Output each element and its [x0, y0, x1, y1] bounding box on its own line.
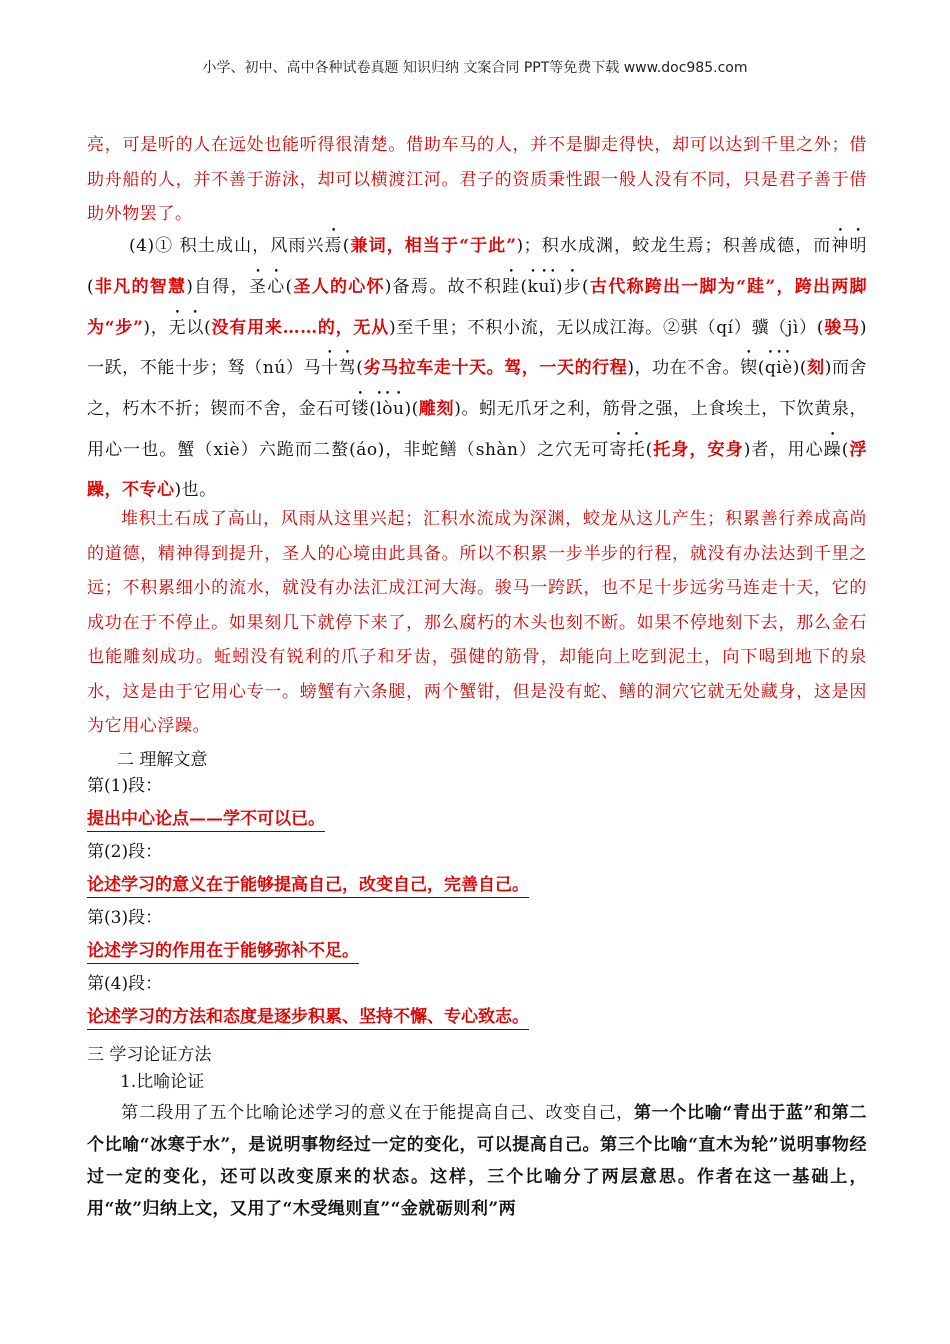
key-word: 圣心 — [248, 276, 286, 297]
key-word: 寄托 — [609, 439, 646, 460]
subheading-metaphor: 1.比喻论证 — [120, 1072, 205, 1092]
annotation: 古代称跨出一脚为“跬”，跨出两脚为“步” — [87, 276, 868, 338]
text-segment: 至千里；不积小流，无以成江海。②骐（qí）骥（jì） — [396, 317, 817, 338]
paragraph-answer-1: 提出中心论点——学不可以已。 — [87, 804, 325, 832]
section-title-understanding: 二 理解文意 — [117, 750, 208, 770]
annotation: 圣人的心怀 — [292, 276, 385, 297]
section-title-argument: 三 学习论证方法 — [87, 1045, 212, 1065]
paragraph-label-2: 第(2)段： — [87, 842, 163, 862]
key-word: 神明 — [831, 236, 868, 256]
annotation: 非凡的智慧 — [94, 276, 187, 297]
key-word: 焉 — [324, 236, 343, 256]
text-segment: 备焉。故不积 — [391, 276, 503, 297]
annotation: 兼词，相当于“于此” — [349, 236, 517, 256]
annotation: 刻 — [807, 358, 825, 379]
annotation: 劣马拉车走十天。驾，一天的行程 — [363, 358, 628, 379]
key-word: 无以 — [168, 317, 205, 338]
annotation: 托身，安身 — [652, 439, 744, 460]
text-segment: 也。 — [181, 479, 217, 500]
text-segment: 一跃，不能十步；驽（nú）马 — [87, 358, 322, 379]
paragraph-answer-3: 论述学习的作用在于能够弥补不足。 — [87, 936, 359, 964]
text-segment: ， — [150, 317, 169, 338]
analysis-paragraph — [87, 1097, 867, 1225]
annotation: 浮躁，不专心 — [87, 439, 868, 500]
paragraph-label-4: 第(4)段： — [87, 974, 163, 994]
annotation: 没有用来……的，无从 — [211, 317, 389, 338]
translation-paragraph-4: 堆积土石成了高山，风雨从这里兴起；汇积水流成为深渊，蛟龙从这儿产生；积累善行养成高尚的道德，精神得到提升，圣人的心境由此具备。所以不积累一步半步的行程，就没有办法达到千里之远；不积累细小的流水，就没有办法汇成江河大海。骏马一跨跃，也不足十步远劣马连走十天，它的成功在于不停止。如果刻几下就停下来了，那么腐朽的木头也刻不断。如果不停地刻下去，那么金石也能雕刻成功。蚯蚓没有锐利的爪子和牙齿，强健的筋骨，却能向上吃到泥土，向下喝到地下的泉水，这是由于它用心专一。螃蟹有六条腿，两个蟹钳，但是没有蛇、鳝的洞穴它就无处藏身，这是因为它用心浮躁。 — [87, 509, 867, 736]
paragraph-label-1: 第(1)段： — [87, 776, 163, 796]
analysis-bold-text: 第一个比喻“青出于蓝”和第二个比喻“冰寒于水”，是说明事物经过一定的变化，可以提高自己。第三个比喻“直木为轮”说明事物经过一定的变化，还可以改变原来的状态。这样，三个比喻分了两层意思。作者在这一基础上，用“故”归纳上文，又用了“木受绳则直”“金就砺则利”两 — [87, 1103, 867, 1219]
paragraph-answer-2: 论述学习的意义在于能够提高自己，改变自己，完善自己。 — [87, 870, 529, 898]
key-word: 镂(lòu) — [351, 399, 412, 420]
translation-paragraph-top: 亮，可是听的人在远处也能听得很清楚。借助车马的人，并不是脚走得快，却可以达到千里之外；借助舟船的人，并不善于游泳，却可以横渡江河。君子的资质秉性跟一般人没有不同，只是君子善于借助外物罢了。 — [87, 135, 867, 224]
paragraph-label-3: 第(3)段： — [87, 908, 163, 928]
text-segment: 者，用心 — [750, 439, 824, 460]
analysis-text: 第二段用了五个比喻论述学习的意义在于能提高自己、改变自己， — [121, 1103, 634, 1123]
page-header: 小学、初中、高中各种试卷真题 知识归纳 文案合同 PPT等免费下载 www.doc985.com — [202, 60, 748, 76]
original-paragraph-4: (4)① 积土成山，风雨兴焉(兼词，相当于“于此”)；积水成渊，蛟龙生焉；积善成德，而神明(非凡的智慧)自得，圣心(圣人的心怀)备焉。故不积跬(kuǐ)步(古代称跨出一脚为“跬”，跨出两脚为“步”)，无以(没有用来……的，无从)至千里；不积小流，无以成江海。②骐（qí）骥（jì）(骏马)一跃，不能十步；驽（nú）马十驾(劣马拉车走十天。驾，一天的行程)，功在不舍。锲(qiè)(刻)而舍之，朽木不折；锲而不舍，金石可镂(lòu)(雕刻)。蚓无爪牙之利，筋骨之强，上食埃土，下饮黄泉，用心一也。蟹（xiè）六跪而二螯(áo)，非蛇鳝（shàn）之穴无可寄托(托身，安身)者，用心躁(浮躁，不专心)也。 — [87, 236, 868, 500]
text-segment: 自得， — [193, 276, 249, 297]
annotation: 骏马 — [824, 317, 860, 338]
text-segment: ，功在不舍。 — [634, 358, 741, 379]
text-segment: 而舍之，朽木不折；锲而不舍，金石可 — [87, 358, 868, 420]
key-word: 跬(kuǐ)步 — [502, 276, 583, 297]
key-word: 十驾 — [321, 358, 357, 379]
paragraph-answer-4: 论述学习的方法和态度是逐步积累、坚持不懈、专心致志。 — [87, 1002, 529, 1030]
annotation: 雕刻 — [418, 399, 455, 420]
key-word: 锲(qiè) — [740, 358, 800, 379]
text-segment: 。蚓无爪牙之利，筋骨之强，上食埃土，下饮黄泉，用心一也。蟹（xiè）六跪而二螯(áo)，非蛇鳝（shàn）之穴无可 — [87, 399, 868, 460]
text-segment: ；积水成渊，蛟龙生焉；积善成德，而 — [523, 236, 832, 256]
key-word: 躁 — [823, 439, 842, 460]
text-segment: (4)① 积土成山，风雨兴 — [129, 236, 325, 256]
